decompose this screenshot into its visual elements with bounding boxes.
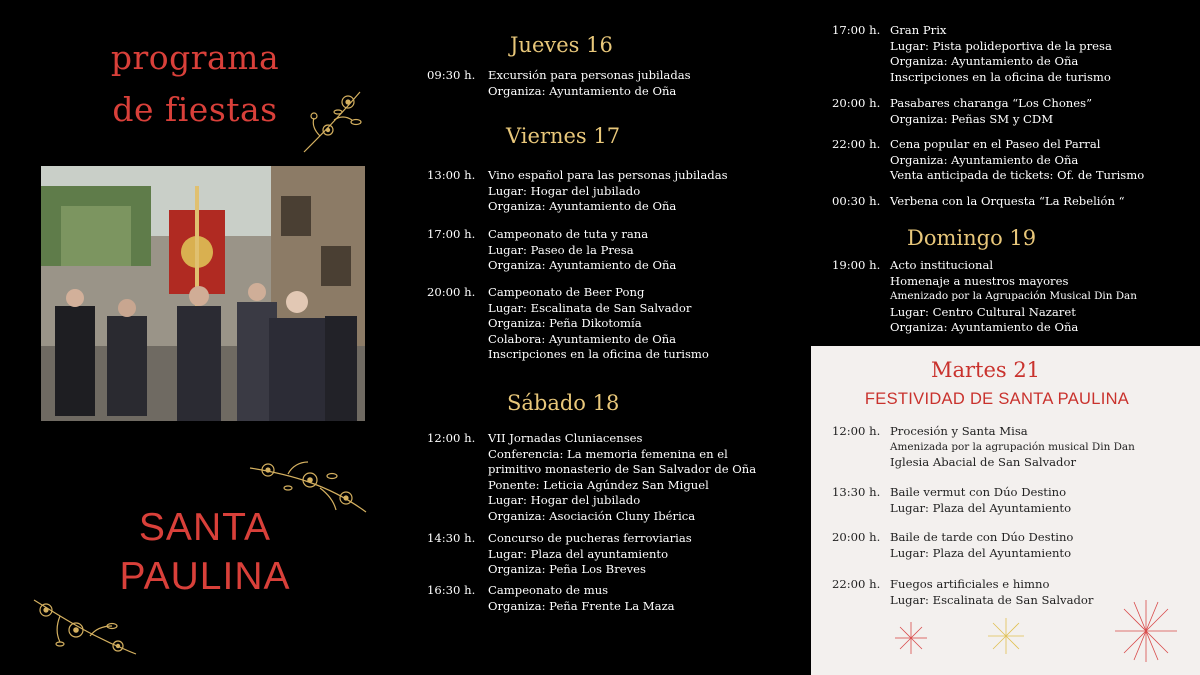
event-line: Cena popular en el Paseo del Parral [890, 137, 1101, 151]
festival-title-line1: SANTA [138, 506, 272, 549]
day-jueves: Jueves 16 [510, 33, 613, 57]
fireworks-icon [881, 618, 941, 658]
event-line: Iglesia Abacial de San Salvador [890, 455, 1076, 469]
event-line: Campeonato de Beer Pong [488, 285, 645, 299]
event-line: Inscripciones en la oficina de turismo [488, 347, 709, 361]
event-time: 19:00 h. [832, 258, 881, 272]
event-line: Lugar: Paseo de la Presa [488, 242, 634, 257]
event-time: 13:00 h. [427, 168, 476, 182]
program-title-line2: de fiestas [112, 90, 278, 129]
event-time: 09:30 h. [427, 68, 476, 82]
event-line: Colabora: Ayuntamiento de Oña [488, 331, 677, 346]
event-line: Organiza: Peña Frente La Maza [488, 598, 675, 613]
event-line: Conferencia: La memoria femenina en el [488, 446, 728, 461]
event-time: 22:00 h. [832, 137, 881, 151]
event-line: Organiza: Peña Los Breves [488, 562, 646, 576]
event-time: 20:00 h. [832, 96, 881, 110]
event-line: Lugar: Hogar del jubilado [488, 493, 641, 507]
event-line: Organiza: Ayuntamiento de Oña [890, 54, 1079, 68]
event-time: 12:00 h. [427, 431, 476, 445]
event-line: Lugar: Plaza del ayuntamiento [488, 546, 669, 561]
event-line: Verbena con la Orquesta “La Rebelión “ [890, 194, 1125, 208]
event-line: Organiza: Peña Dikotomía [488, 316, 642, 330]
event-line: Organiza: Peñas SM y CDM [890, 111, 1054, 126]
event-line: Vino español para las personas jubiladas [488, 168, 728, 182]
event-line: Organiza: Ayuntamiento de Oña [488, 199, 677, 213]
event-time: 16:30 h. [427, 583, 476, 597]
event-time: 12:00 h. [832, 424, 881, 438]
day-sabado: Sábado 18 [507, 391, 620, 415]
event-line: primitivo monasterio de San Salvador de Oña [488, 462, 757, 476]
event-time: 20:00 h. [427, 285, 476, 299]
event-line: Acto institucional [890, 258, 994, 272]
event-time: 14:30 h. [427, 531, 476, 545]
event-time: 17:00 h. [427, 227, 476, 241]
event-line: Ponente: Leticia Agúndez San Miguel [488, 477, 709, 492]
event-time: 00:30 h. [832, 194, 881, 208]
day-domingo: Domingo 19 [907, 226, 1037, 250]
event-line: Lugar: Plaza del Ayuntamiento [890, 500, 1072, 515]
event-line: Organiza: Ayuntamiento de Oña [488, 83, 677, 98]
event-line: Concurso de pucheras ferroviarias [488, 531, 692, 545]
event-line: Organiza: Asociación Cluny Ibérica [488, 508, 696, 523]
event-line: Lugar: Plaza del Ayuntamiento [890, 545, 1072, 560]
event-line: Organiza: Ayuntamiento de Oña [488, 258, 677, 272]
event-line: Amenizado por la Agrupación Musical Din Dan [890, 290, 1137, 302]
program-title-line1: programa [110, 38, 280, 77]
event-line: Baile vermut con Dúo Destino [890, 485, 1067, 499]
event-line: Homenaje a nuestros mayores [890, 273, 1069, 288]
event-line: VII Jornadas Cluniacenses [488, 431, 643, 445]
event-time: 17:00 h. [832, 23, 881, 37]
event-line: Gran Prix [890, 23, 947, 37]
flower-branch-icon [300, 86, 366, 156]
event-line: Procesión y Santa Misa [890, 424, 1028, 438]
fireworks-icon [1106, 596, 1186, 666]
event-line: Campeonato de tuta y rana [488, 227, 649, 241]
flower-branch-icon [248, 454, 368, 514]
event-line: Organiza: Ayuntamiento de Oña [890, 320, 1079, 334]
event-line: Inscripciones en la oficina de turismo [890, 69, 1111, 84]
event-line: Baile de tarde con Dúo Destino [890, 530, 1074, 544]
event-line: Lugar: Escalinata de San Salvador [890, 592, 1094, 607]
event-time: 22:00 h. [832, 577, 881, 591]
event-time: 20:00 h. [832, 530, 881, 544]
day-martes: Martes 21 [930, 358, 1041, 382]
martes-panel [811, 346, 1200, 675]
event-line: Lugar: Escalinata de San Salvador [488, 300, 692, 315]
event-line: Amenizada por la agrupación musical Din Dan [890, 440, 1135, 453]
event-line: Venta anticipada de tickets: Of. de Turismo [890, 168, 1145, 182]
event-line: Lugar: Centro Cultural Nazaret [890, 304, 1076, 319]
event-line: Organiza: Ayuntamiento de Oña [890, 152, 1079, 167]
event-line: Fuegos artificiales e himno [890, 577, 1050, 591]
festival-title-line2: PAULINA [119, 555, 291, 598]
day-viernes: Viernes 17 [506, 124, 621, 148]
fireworks-icon [976, 614, 1036, 658]
flower-branch-icon [30, 596, 140, 658]
event-line: Lugar: Hogar del jubilado [488, 183, 641, 198]
event-time: 13:30 h. [832, 485, 881, 499]
event-line: Pasabares charanga “Los Chones” [890, 96, 1093, 110]
procession-photo [41, 166, 365, 421]
event-line: Excursión para personas jubiladas [488, 68, 691, 82]
festivity-subtitle: FESTIVIDAD DE SANTA PAULINA [864, 390, 1130, 408]
event-line: Campeonato de mus [488, 583, 609, 597]
event-line: Lugar: Pista polideportiva de la presa [890, 38, 1112, 53]
